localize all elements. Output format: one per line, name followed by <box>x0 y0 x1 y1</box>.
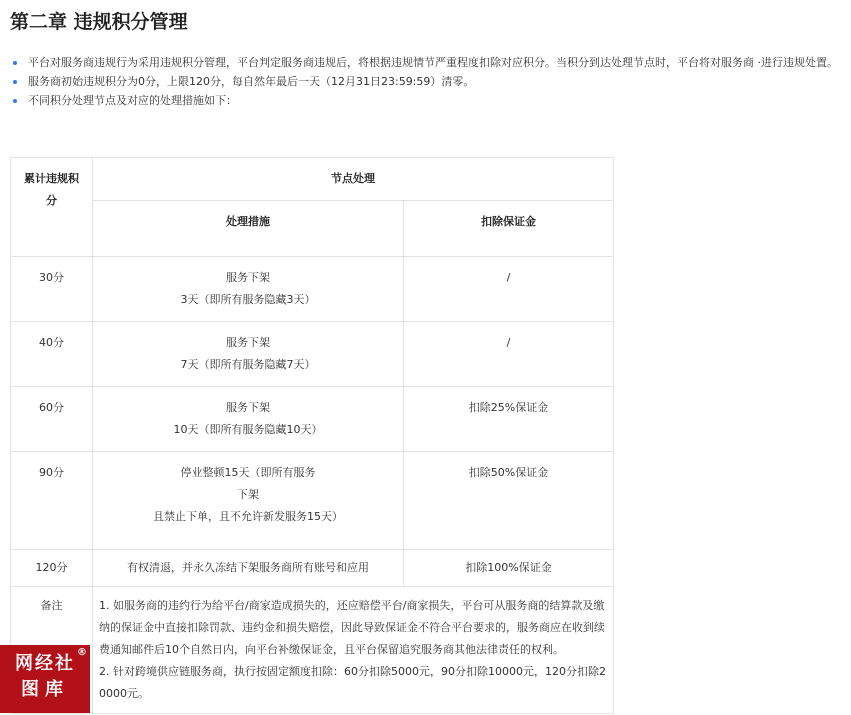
measures-line: 停业整顿15天（即所有服务 <box>180 466 316 479</box>
watermark-line2: 图库 <box>21 679 69 700</box>
score-cell: 120分 <box>11 550 93 587</box>
chapter-title: 第二章 违规积分管理 <box>10 11 188 33</box>
header-measures: 处理措施 <box>93 201 404 257</box>
bullet-item: 不同积分处理节点及对应的处理措施如下： <box>10 92 840 110</box>
registered-mark: ® <box>77 647 87 658</box>
header-node-handling: 节点处理 <box>93 158 614 201</box>
score-cell: 60分 <box>11 387 93 452</box>
measures-cell <box>93 322 404 387</box>
measures-line: 有权清退，并永久冻结下架服务商所有账号和应用 <box>127 561 369 574</box>
notes-row <box>11 587 614 714</box>
watermark-line1: 网经社 <box>15 653 75 674</box>
measures-cell <box>93 387 404 452</box>
measures-cell <box>93 452 404 550</box>
watermark-logo <box>0 645 90 713</box>
measures-line: 服务下架 <box>226 336 270 349</box>
header-deposit: 扣除保证金 <box>404 201 614 257</box>
deposit-cell: / <box>404 257 614 322</box>
table-row <box>11 452 614 550</box>
table-row <box>11 322 614 387</box>
deposit-cell: / <box>404 322 614 387</box>
intro-bullet-list <box>10 54 840 111</box>
deposit-cell: 扣除100%保证金 <box>404 550 614 587</box>
note-item: 1. 如服务商的违约行为给平台/商家造成损失的，还应赔偿平台/商家损失，平台可从服务商的结算款及缴纳的保证金中直接扣除罚款、违约金和损失赔偿，因此导致保证金不符合平台要求的，服务商应在收到续费通知邮件后10个自然日内，向平台补缴保证金，且平台保留追究服务商其他法律责任的权利。 <box>99 599 605 656</box>
penalty-table <box>10 157 614 714</box>
bullet-item: 平台对服务商违规行为采用违规积分管理，平台判定服务商违规后，将根据违规情节严重程度扣除对应积分。当积分到达处理节点时，平台将对服务商 ·进行违规处置。 <box>10 54 840 72</box>
table-row <box>11 550 614 587</box>
table-row <box>11 387 614 452</box>
notes-content <box>93 587 614 714</box>
deposit-cell: 扣除50%保证金 <box>404 452 614 550</box>
measures-line: 10天（即所有服务隐藏10天） <box>173 423 323 436</box>
deposit-cell: 扣除25%保证金 <box>404 387 614 452</box>
header-score: 累计违规积分 <box>11 158 93 257</box>
note-item: 2. 针对跨境供应链服务商，执行按固定额度扣除：60分扣除5000元，90分扣除10000元，120分扣除20000元。 <box>99 665 606 700</box>
measures-line: 3天（即所有服务隐藏3天） <box>180 293 316 306</box>
measures-cell <box>93 550 404 587</box>
score-cell: 30分 <box>11 257 93 322</box>
measures-line: 服务下架 <box>226 401 270 414</box>
measures-line: 且禁止下单，且不允许新发服务15天） <box>153 510 343 523</box>
score-cell: 90分 <box>11 452 93 550</box>
measures-line: 7天（即所有服务隐藏7天） <box>180 358 316 371</box>
bullet-item: 服务商初始违规积分为0分，上限120分，每自然年最后一天（12月31日23:59:59）清零。 <box>10 73 840 91</box>
measures-cell <box>93 257 404 322</box>
measures-line: 下架 <box>237 488 259 501</box>
measures-line: 服务下架 <box>226 271 270 284</box>
notes-label: 备注 <box>11 587 93 714</box>
table-row <box>11 257 614 322</box>
score-cell: 40分 <box>11 322 93 387</box>
